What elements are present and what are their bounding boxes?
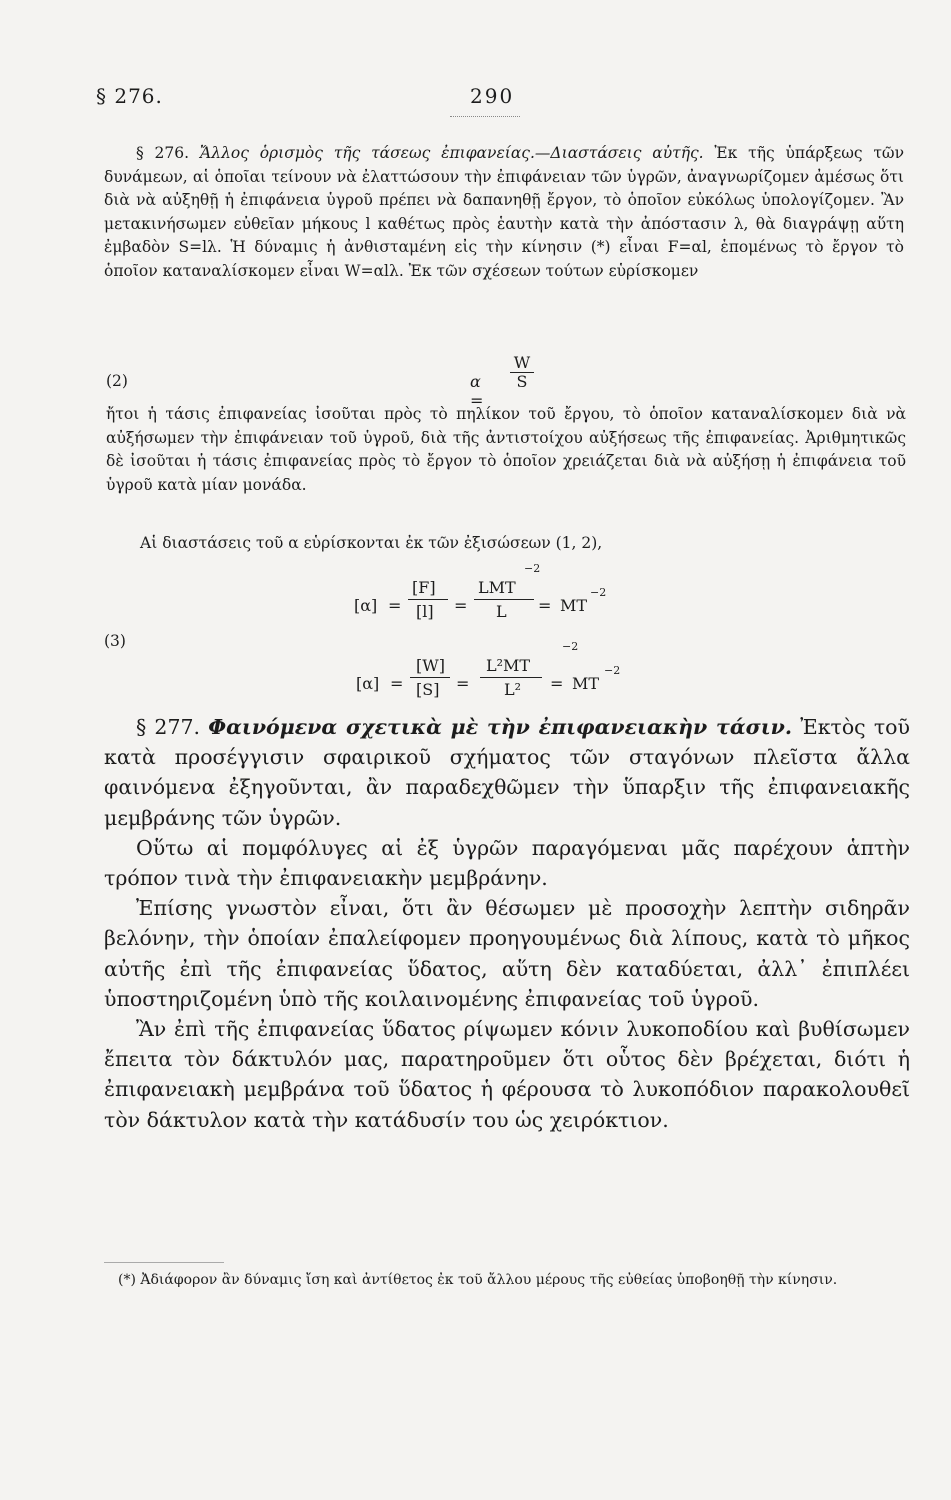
section-277-p4: Ἂν ἐπὶ τῆς ἐπιφανείας ὕδατος ρίψωμεν κόνιν λυκοποδίου καὶ βυθίσωμεν ἔπειτα τὸν δάκτυλόν μας, παρατηροῦμεν ὅτι οὗτος δὲν βρέχεται, διότι ἡ ἐπιφανειακὴ μεμβράνα τοῦ ὕδατος ἡ φέρουσα τὸ λυκοπόδιον παρακολουθεῖ τὸν δάκτυλον κατὰ τὴν κατάδυσίν του ὡς χειρόκτιον.	[104, 1017, 910, 1132]
eqA-rhs-exp: −2	[590, 586, 607, 599]
eqB-rhs-exp: −2	[604, 664, 621, 677]
section-277	[104, 712, 910, 1135]
section-277-title: Φαινόμενα σχετικὰ μὲ τὴν ἐπιφανειακὴν τάσιν.	[208, 715, 793, 739]
eqB-f2-num-exp: −2	[562, 640, 579, 653]
eqA-f2-bar	[474, 599, 534, 600]
section-277-p1: Ἐκτὸς τοῦ κατὰ προσέγγισιν σφαιρικοῦ σχήματος τῶν σταγόνων πλεῖστα ἄλλα φαινόμενα ἐξηγοῦνται, ἂν παραδεχθῶμεν τὴν ὕπαρξιν τῆς ἐπιφανειακῆς μεμβράνης τῶν ὑγρῶν.	[104, 715, 910, 830]
equation-3-label: (3)	[104, 632, 126, 650]
surface-tension-definition: ἤτοι ἡ τάσις ἐπιφανείας ἰσοῦται πρὸς τὸ πηλίκον τοῦ ἔργου, τὸ ὁποῖον καταναλίσκομεν διὰ νὰ αὐξήσωμεν τὴν ἐπιφάνειαν τοῦ ὑγροῦ, διὰ τῆς ἀντιστοίχου αὐξήσεως τῆς ἐπιφανείας. Ἀριθμητικῶς δὲ ἰσοῦται ἡ τάσις ἐπιφανείας πρὸς τὸ ἔργον τὸ ὁποῖον χρειάζεται διὰ νὰ αὐξήσῃ ἡ ἐπιφάνεια τοῦ ὑγροῦ κατὰ μίαν μονάδα.	[106, 405, 906, 494]
section-276-title: Ἄλλος ὁρισμὸς τῆς τάσεως ἐπιφανείας.—Διαστάσεις αὐτῆς.	[199, 144, 704, 162]
equation-2-denominator: S	[510, 372, 534, 391]
running-head-section: § 276.	[96, 84, 163, 108]
section-276-explanation	[106, 403, 906, 497]
eqA-f1-num: [F]	[412, 578, 436, 597]
eqB-f2-bar	[480, 677, 542, 678]
eqA-f1-den: [l]	[416, 602, 434, 621]
eqA-f2-den: L	[496, 602, 507, 621]
eqA-equals-3: =	[538, 596, 552, 615]
eqB-f1-den: [S]	[416, 680, 440, 699]
footnote-rule	[104, 1262, 224, 1263]
equation-2-lhs: α =	[470, 372, 484, 410]
eqB-equals-2: =	[456, 674, 470, 693]
eqB-f2-num: L²MT	[486, 656, 531, 675]
eqB-equals-3: =	[550, 674, 564, 693]
eqB-f1-num: [W]	[416, 656, 445, 675]
section-277-label: § 277.	[136, 715, 201, 739]
section-276-text: Ἐκ τῆς ὑπάρξεως τῶν δυνάμεων, αἱ ὁποῖαι τείνουν νὰ ἐλαττώσουν τὴν ἐπιφάνειαν τῶν ὑγρῶν, ἀναγνωρίζομεν ἀμέσως ὅτι διὰ νὰ αὐξηθῇ ἡ ἐπιφάνεια ὑγροῦ πρέπει νὰ δαπανηθῇ ἔργον, τὸ ὁποῖον εὐκόλως ὑπολογίζομεν. Ἂν μετακινήσωμεν εὐθεῖαν μήκους l καθέτως πρὸς ἑαυτὴν κατὰ τὴν ἀπόστασιν λ, θὰ διαγράψῃ αὕτη ἐμβαδὸν S=lλ. Ἡ δύναμις ἡ ἀνθισταμένη εἰς τὴν κίνησιν (*) εἶναι F=αl, ἑπομένως τὸ ἔργον τὸ ὁποῖον καταναλίσκομεν εἶναι W=αlλ. Ἐκ τῶν σχέσεων τούτων εὑρίσκομεν	[104, 144, 904, 280]
eqA-rhs: MT	[560, 596, 588, 615]
eqA-f1-bar	[408, 599, 448, 600]
footnote-text: Ἀδιάφορον ἂν δύναμις ἴση καὶ ἀντίθετος ἐκ τοῦ ἄλλου μέρους τῆς εὐθείας ὑποβοηθῇ τὴν κίνησιν.	[140, 1272, 838, 1288]
eqB-f2-den: L²	[504, 680, 522, 699]
eqA-f2-num-exp: −2	[524, 562, 541, 575]
section-277-p3: Ἐπίσης γνωστὸν εἶναι, ὅτι ἂν θέσωμεν μὲ προσοχὴν λεπτὴν σιδηρᾶν βελόνην, τὴν ὁποίαν ἐπαλείφομεν προηγουμένως διὰ λίπους, κατὰ τὸ μῆκος αὐτῆς ἐπὶ τῆς ἐπιφανείας ὕδατος, αὕτη δὲν καταδύεται, ἀλλ᾽ ἐπιπλέει ὑποστηριζομένη ὑπὸ τῆς κοιλαινομένης ἐπιφανείας τοῦ ὑγροῦ.	[104, 896, 910, 1011]
eqA-f2-num: LMT	[478, 578, 516, 597]
footnote-mark: (*)	[118, 1272, 136, 1288]
footnote	[118, 1268, 906, 1292]
dimension-equation-force	[354, 562, 674, 626]
header-rule	[450, 116, 520, 117]
section-277-p2: Οὕτω αἱ πομφόλυγες αἱ ἐξ ὑγρῶν παραγόμεναι μᾶς παρέχουν ἁπτὴν τρόπον τινὰ τὴν ἐπιφανειακὴν μεμβράνην.	[104, 835, 910, 891]
eqB-f1-bar	[410, 677, 450, 678]
section-276-label: § 276.	[136, 144, 190, 162]
eqB-equals-1: =	[390, 674, 404, 693]
page-number: 290	[470, 84, 515, 108]
eqA-equals-2: =	[454, 596, 468, 615]
equation-2-label: (2)	[106, 372, 128, 390]
eqB-rhs: MT	[572, 674, 600, 693]
eqB-lhs: [α]	[356, 674, 380, 693]
eqA-equals-1: =	[388, 596, 402, 615]
eqA-lhs: [α]	[354, 596, 378, 615]
dimension-equation-work	[356, 640, 676, 704]
dimensions-intro: Αἱ διαστάσεις τοῦ α εὑρίσκονται ἐκ τῶν ἐξισώσεων (1, 2),	[140, 534, 603, 552]
equation-2-numerator: W	[513, 353, 531, 372]
section-276-intro	[104, 142, 904, 283]
